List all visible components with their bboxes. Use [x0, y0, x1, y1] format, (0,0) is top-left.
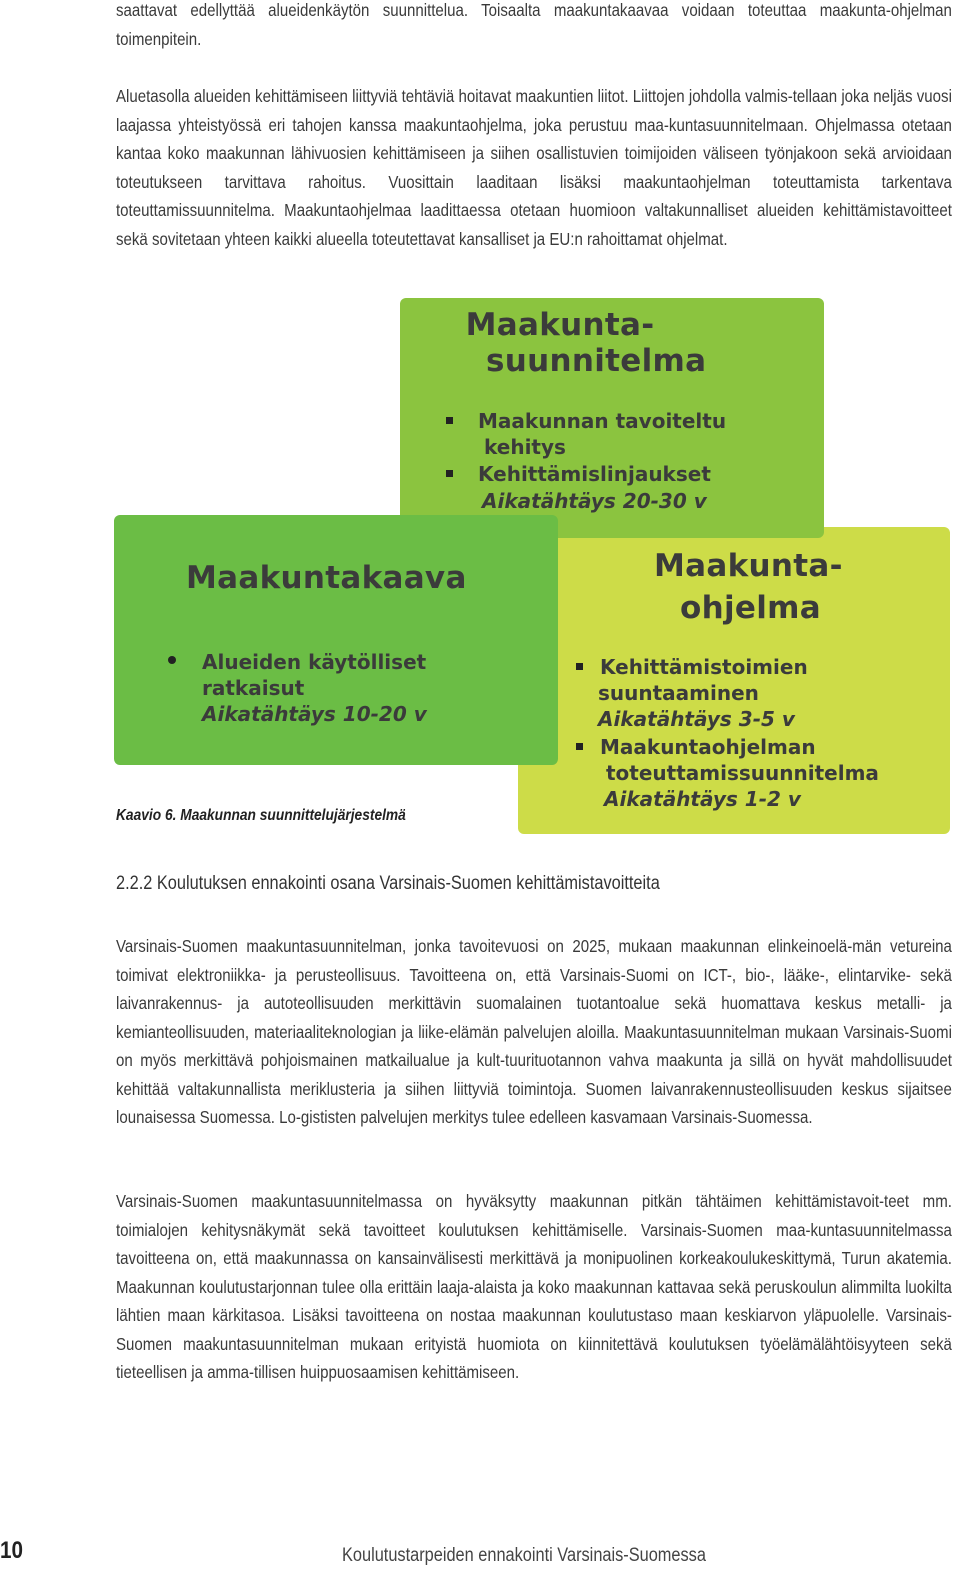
body-paragraph: Varsinais-Suomen maakuntasuunnitelman, jonka tavoitevuosi on 2025, mukaan maakunnan elinkeinoelä-män vetureina toimivat elektroniikka- ja perusteollisuus. Tavoitteena on, että Varsinais-Suomi on ICT-, bio-, lääke-, elintarvike- sekä laivanrakennus- ja autoteollisuuden merkittävin suomalainen tuotantoalue sekä huomattava keskus metalli- ja kemianteollisuuden, materiaaliteknologian ja liike-elämän palvelujen aloilla. Maakuntasuunnitelman mukaan Varsinais-Suomi on myös merkittävä pohjoismainen matkailualue ja kult-tuurituotannon vahva maakunta ja sillä on hyvät mahdollisuudet kehittää valtakunnallista meriklusteria ja siihen liittyviä toimintoja. Suomen laivanrakennusteollisuuden keskus sijaitsee lounaisessa Suomessa. Lo-gististen palvelujen merkitys tulee edelleen kasvamaan Varsinais-Suomessa. — [116, 936, 952, 1127]
bullet-icon — [446, 470, 453, 477]
box-title: Maakunta- — [654, 548, 843, 584]
body-paragraph: saattavat edellyttää alueidenkäytön suunnittelua. Toisaalta maakuntakaavaa voidaan toteuttaa maakunta-ohjelman toimenpitein. — [116, 0, 952, 49]
page-number: 10 — [0, 1537, 23, 1564]
bullet-icon — [446, 417, 453, 424]
box-item: Alueiden käytölliset — [202, 650, 427, 674]
box-item: ratkaisut — [202, 676, 305, 700]
box-item: toteuttamissuunnitelma — [606, 761, 879, 785]
bullet-icon — [576, 663, 583, 670]
box-item: Maakunnan tavoiteltu — [478, 409, 727, 433]
box-title: ohjelma — [680, 590, 821, 626]
box-item: Maakuntaohjelman — [600, 735, 816, 759]
box-item: Kehittämislinjaukset — [478, 462, 711, 486]
figure-caption: Kaavio 6. Maakunnan suunnittelujärjestelmä — [116, 807, 406, 824]
box-title: suunnitelma — [486, 343, 707, 379]
box-title: Maakunta- — [465, 307, 655, 343]
maakuntasuunnitelma-box — [400, 298, 824, 538]
box-timeline: Aikatähtäys 10-20 v — [202, 702, 427, 726]
box-title: Maakuntakaava — [186, 560, 467, 596]
section-heading: 2.2.2 Koulutuksen ennakointi osana Varsinais-Suomen kehittämistavoitteita — [116, 873, 660, 894]
footer-title: Koulutustarpeiden ennakointi Varsinais-Suomessa — [342, 1545, 706, 1566]
box-timeline: Aikatähtäys 3-5 v — [598, 707, 795, 731]
box-item: kehitys — [484, 435, 566, 459]
bullet-icon — [576, 743, 583, 750]
box-timeline: Aikatähtäys 1-2 v — [604, 787, 801, 811]
body-paragraph: Aluetasolla alueiden kehittämiseen liittyviä tehtäviä hoitavat maakuntien liitot. Liittojen johdolla valmis-tellaan joka neljäs vuosi laajassa yhteistyössä eri tahojen kanssa maakuntaohjelma, joka perustuu maa-kuntasuunnitelmaan. Ohjelmassa otetaan kantaa koko maakunnan lähivuosien kehittämiseen ja siihen osallistuvien toimijoiden väliseen työnjakoon sekä arvioidaan toteutukseen tarvittava rahoitus. Vuosittain laaditaan lisäksi maakuntaohjelman toteuttamista tarkentava toteuttamissuunnitelma. Maakuntaohjelmaa laadittaessa otetaan huomioon valtakunnalliset alueiden kehittämistavoitteet sekä sovitetaan yhteen kaikki alueella toteutettavat kansalliset ja EU:n rahoittamat ohjelmat. — [116, 86, 952, 249]
body-paragraph: Varsinais-Suomen maakuntasuunnitelmassa on hyväksytty maakunnan pitkän tähtäimen kehittämistavoit-teet mm. toimialojen kehitysnäkymät sekä tavoitteet koulutuksen kehittämiselle. Varsinais-Suomen maa-kuntasuunnitelmassa tavoitteena on, että maakunnassa on kansainvälisesti merkittävä ja monipuolinen korkeakoulukeskittymä, Turun akatemia. Maakunnan koulutustarjonnan tulee olla erittäin laaja-alaista ja koko maakunnan kattavaa sekä peruskoulun alimmilta luokilta lähtien maan kärkitasoa. Lisäksi tavoitteena on nostaa maakunnan koulutustaso maan keskiarvon yläpuolelle. Varsinais-Suomen maakuntasuunnitelman mukaan erityistä huomiota on kiinnitettävä koulutuksen työelämälähtöisyyteen sekä tieteellisen ja amma-tillisen huippuosaamisen kehittämiseen. — [116, 1191, 952, 1382]
bullet-icon — [168, 656, 176, 664]
box-timeline: Aikatähtäys 20-30 v — [482, 489, 707, 513]
maakuntaohjelma-box — [518, 527, 950, 834]
maakuntakaava-box — [114, 515, 558, 765]
box-item: Kehittämistoimien — [600, 655, 808, 679]
box-item: suuntaaminen — [598, 681, 759, 705]
